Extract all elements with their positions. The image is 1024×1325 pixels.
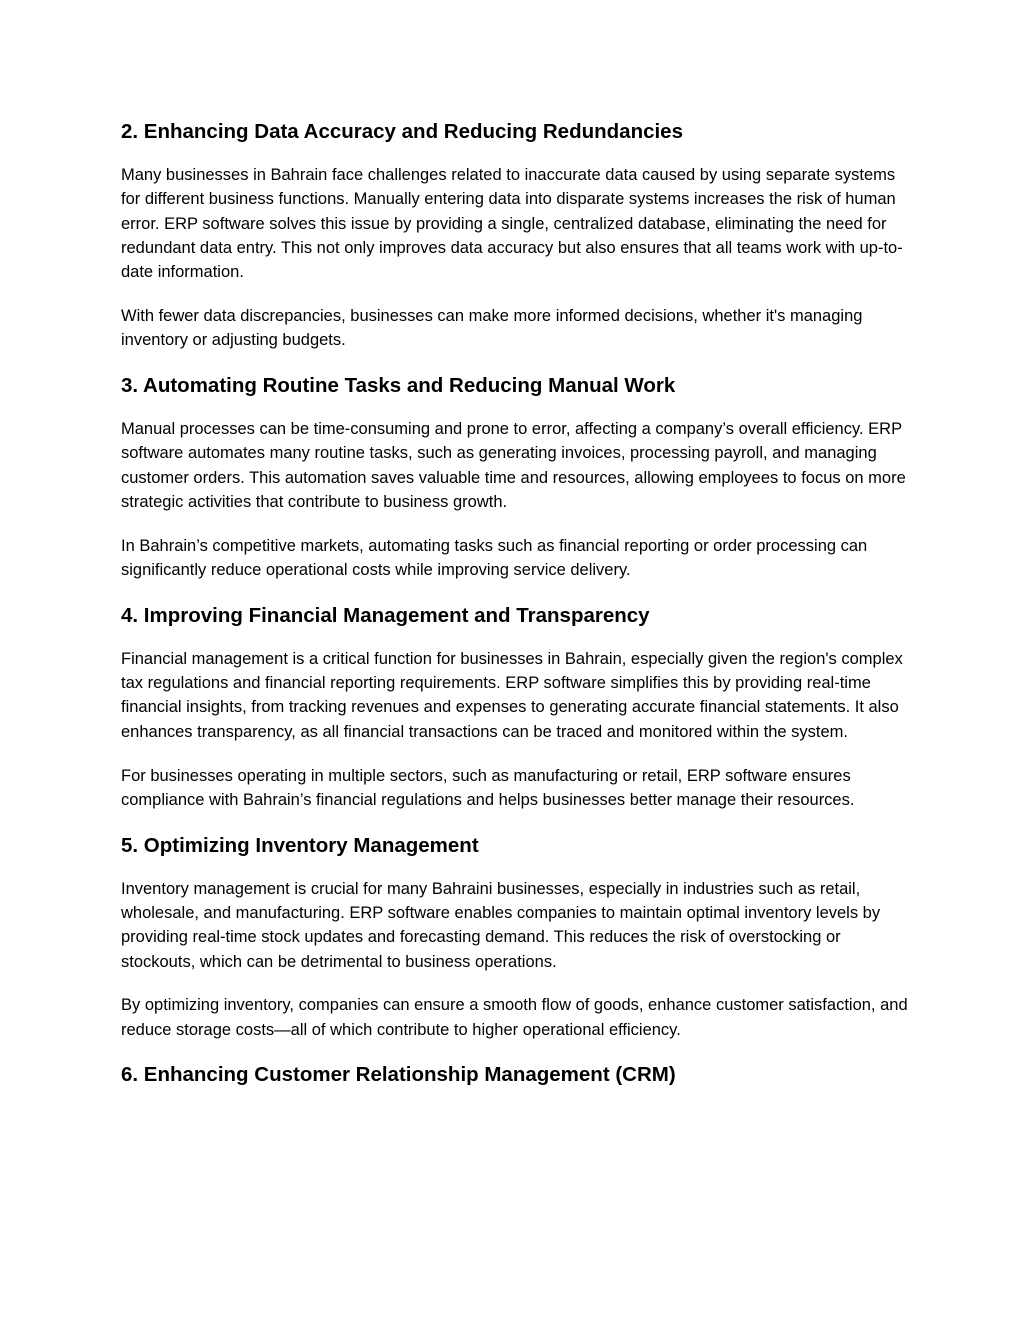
section-paragraph: Manual processes can be time-consuming and prone to error, affecting a company’s overall efficiency. ERP software automates many routine tasks, such as generating invoices, processing payroll, and managing customer orders. This automation saves valuable time and resources, allowing employees to focus on more strategic activities that contribute to business growth.: [121, 420, 906, 511]
section-paragraph: Inventory management is crucial for many Bahraini businesses, especially in industries such as retail, wholesale, and manufacturing. ERP software enables companies to maintain optimal inventory levels by providing real-time stock updates and forecasting demand. This reduces the risk of overstocking or stockouts, which can be detrimental to business operations.: [121, 879, 881, 971]
section-heading: 2. Enhancing Data Accuracy and Reducing Redundancies: [121, 120, 683, 143]
document-page: [121, 118, 911, 1106]
section-paragraph: Financial management is a critical function for businesses in Bahrain, especially given the region's complex tax regulations and financial reporting requirements. ERP software simplifies this by providing real-time financial insights, from tracking revenues and expenses to generating accurate financial statements. It also enhances transparency, as all financial transactions can be traced and monitored within the system.: [121, 649, 903, 741]
section-inventory-management: [121, 832, 911, 1042]
section-paragraph: Many businesses in Bahrain face challenges related to inaccurate data caused by using separate systems for different business functions. Manually entering data into disparate systems increases the risk of human error. ERP software solves this issue by providing a single, centralized database, eliminating the need for redundant data entry. This not only improves data accuracy but also ensures that all teams work with up-to-date information.: [121, 166, 903, 282]
section-crm: [121, 1061, 911, 1089]
section-heading: 5. Optimizing Inventory Management: [121, 833, 479, 857]
section-heading: 4. Improving Financial Management and Transparency: [121, 603, 650, 627]
section-paragraph: In Bahrain’s competitive markets, automating tasks such as financial reporting or order processing can significantly reduce operational costs while improving service delivery.: [121, 536, 868, 580]
section-automating-tasks: [121, 372, 911, 582]
section-heading: 6. Enhancing Customer Relationship Management (CRM): [121, 1063, 676, 1087]
section-paragraph: With fewer data discrepancies, businesses can make more informed decisions, whether it's managing inventory or adjusting budgets.: [121, 306, 863, 350]
section-data-accuracy: [121, 118, 911, 353]
section-paragraph: By optimizing inventory, companies can ensure a smooth flow of goods, enhance customer satisfaction, and reduce storage costs—all of which contribute to higher operational efficiency.: [121, 996, 908, 1039]
section-financial-management: [121, 602, 911, 812]
section-heading: 3. Automating Routine Tasks and Reducing Manual Work: [121, 374, 676, 398]
section-paragraph: For businesses operating in multiple sectors, such as manufacturing or retail, ERP software ensures compliance with Bahrain’s financial regulations and helps businesses better manage their resources.: [121, 766, 855, 809]
